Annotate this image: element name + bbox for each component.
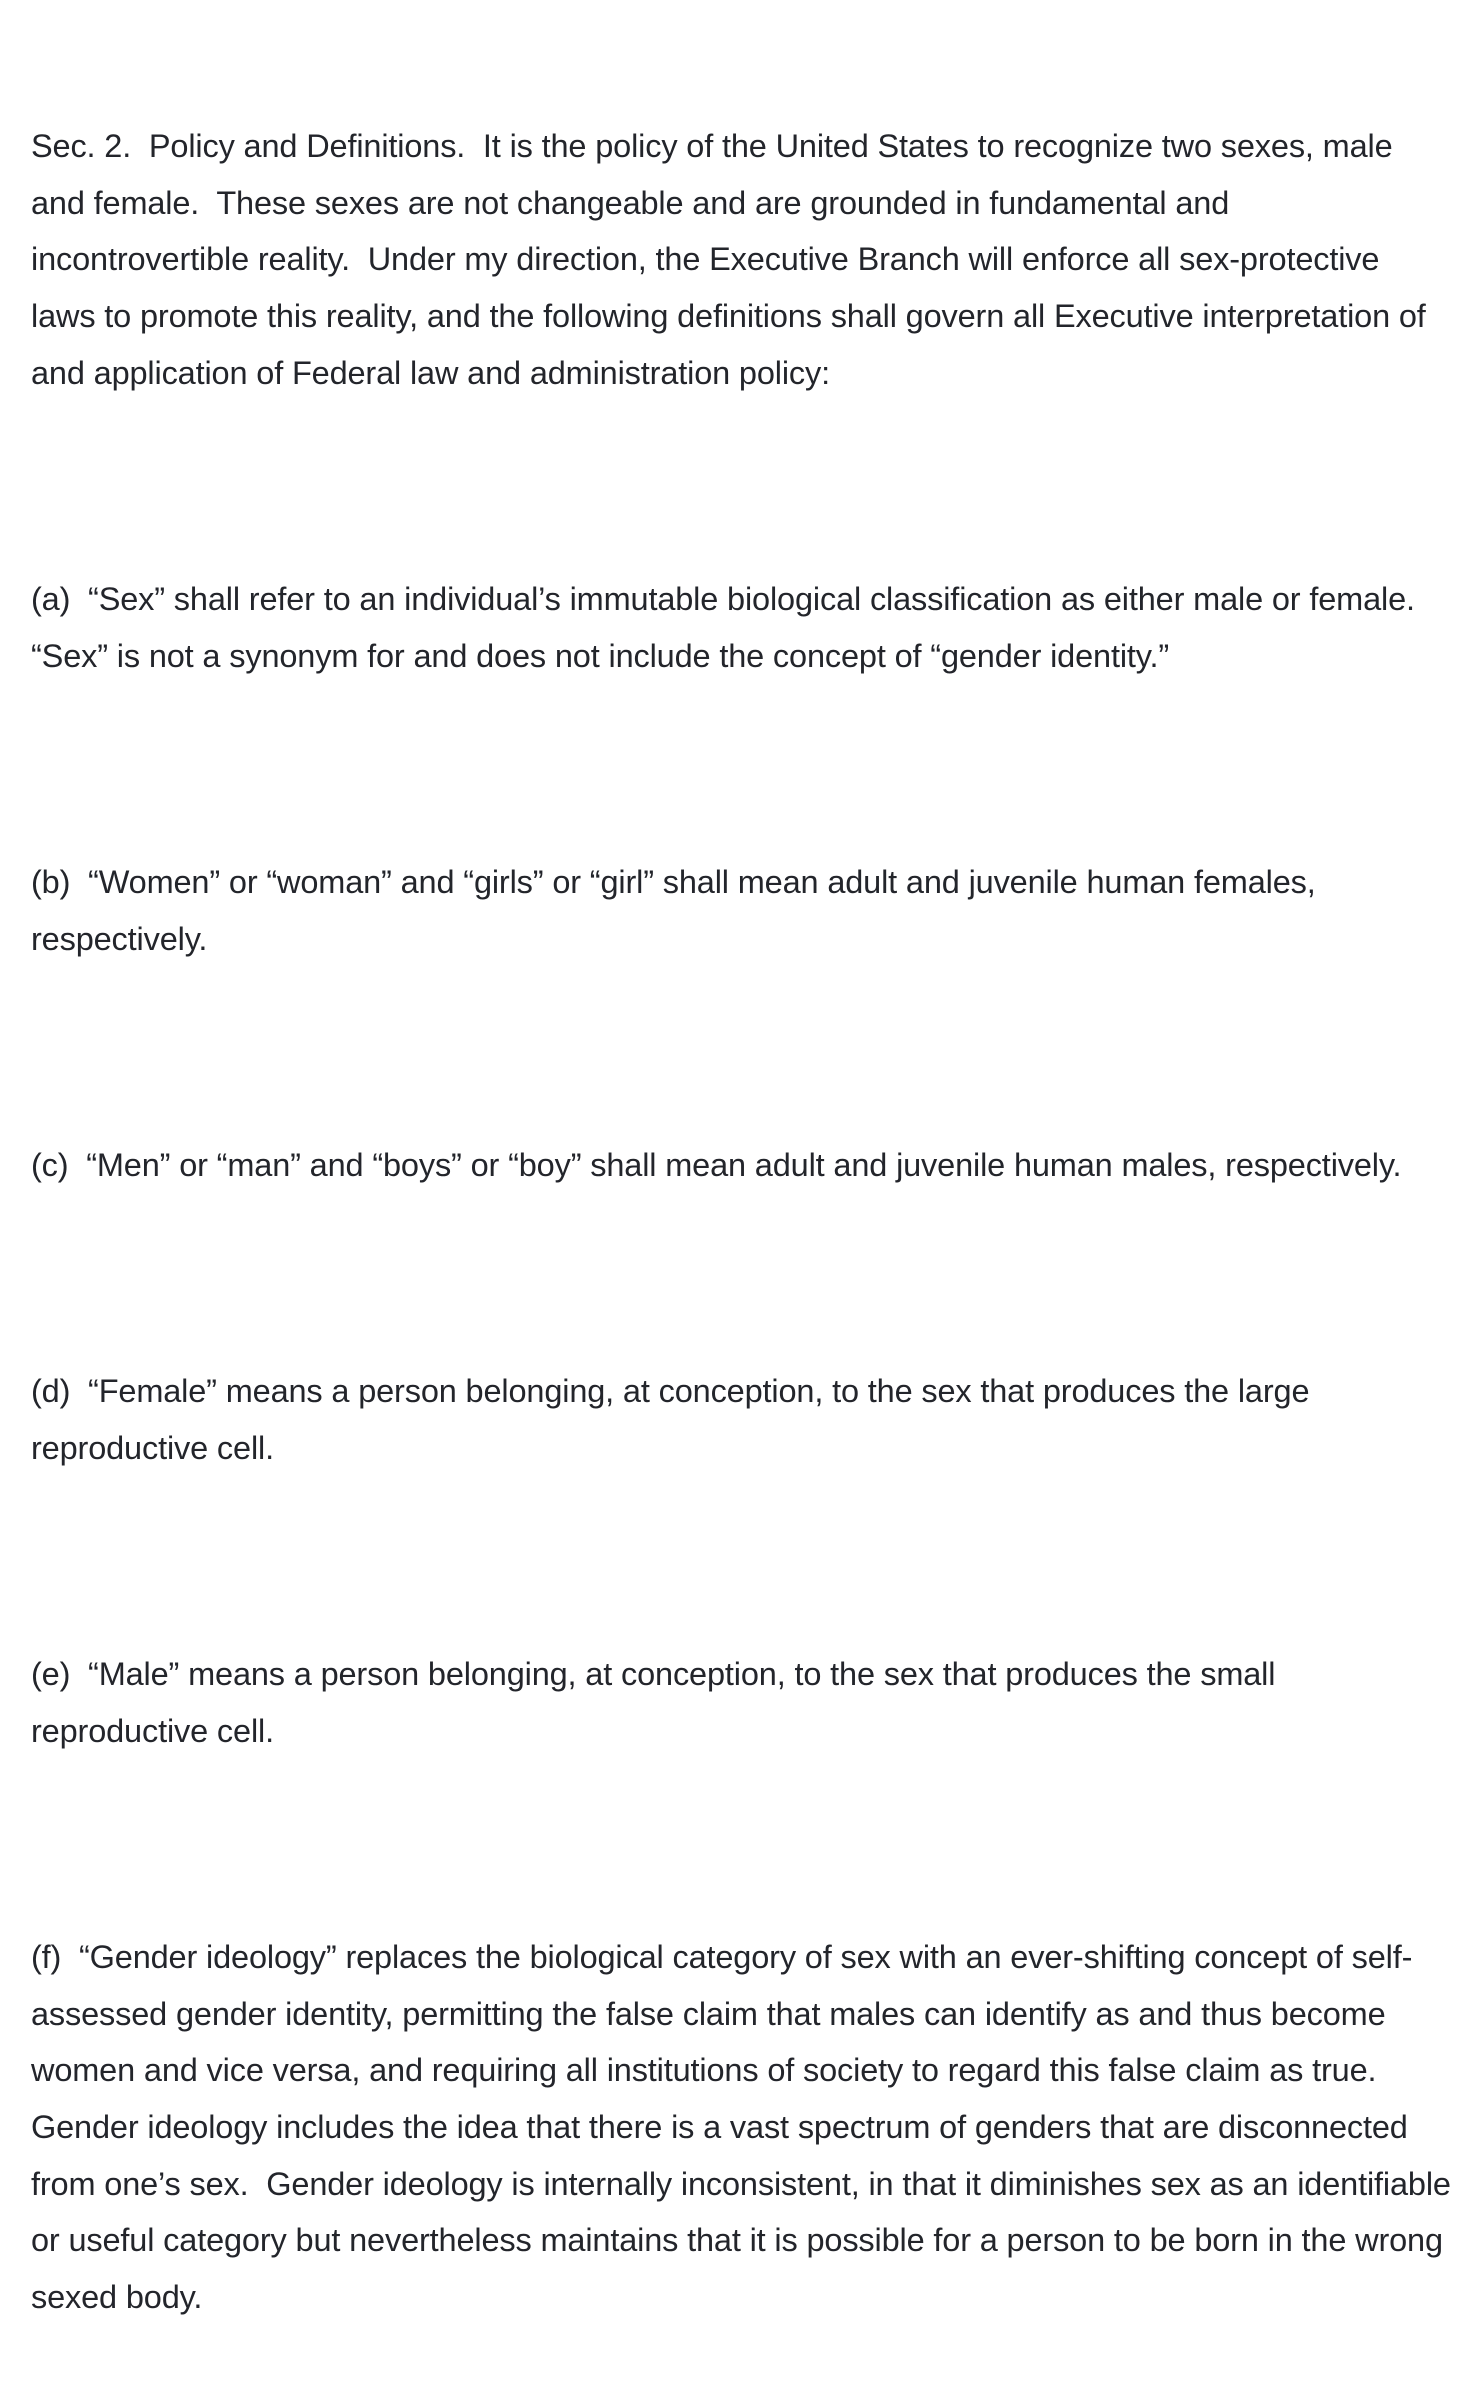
definition-a-sex: (a) “Sex” shall refer to an individual’s immutable biological classification as either male or female. “Sex” is not a synonym for and does not include the concept of “gender identity.” — [31, 580, 1433, 674]
definition-c-men-boys: (c) “Men” or “man” and “boys” or “boy” shall mean adult and juvenile human males, respectively. — [31, 1146, 1402, 1183]
definition-e-male: (e) “Male” means a person belonging, at conception, to the sex that produces the small reproductive cell. — [31, 1656, 1285, 1749]
document-body — [31, 5, 1460, 2382]
definition-d-female: (d) “Female” means a person belonging, at conception, to the sex that produces the large reproductive cell. — [31, 1373, 1319, 1466]
definition-b-women-girls: (b) “Women” or “woman” and “girls” or “girl” shall mean adult and juvenile human females, respectively. — [31, 863, 1325, 957]
section-2-intro-paragraph: Sec. 2. Policy and Definitions. It is the policy of the United States to recognize two sexes, male and female. These sexes are not changeable and are grounded in fundamental and incontrovertible reality. Under my direction, the Executive Branch will enforce all sex-protective laws to promote this reality, and the following definitions shall govern all Executive interpretation of and application of Federal law and administration policy: — [31, 128, 1435, 391]
definition-f-gender-ideology: (f) “Gender ideology” replaces the biological category of sex with an ever-shifting concept of self-assessed gender identity, permitting the false claim that males can identify as and thus become women and vice versa, and requiring all institutions of society to regard this false claim as true. Gender ideology includes the idea that there is a vast spectrum of genders that are disconnected from one’s sex. Gender ideology is internally inconsistent, in that it diminishes sex as an identifiable or useful category but nevertheless maintains that it is possible for a person to be born in the wrong sexed body. — [31, 1939, 1460, 2315]
